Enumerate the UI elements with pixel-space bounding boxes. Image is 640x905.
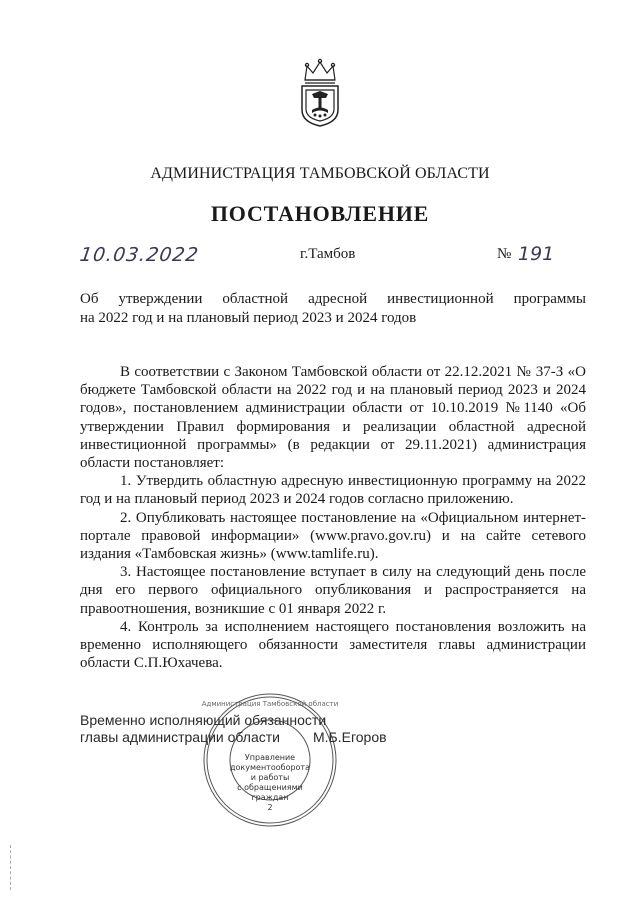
stamp-line: 2 (267, 803, 273, 812)
clause-4-paragraph: 4. Контроль за исполнением настоящего постановления возложить на временно исполняющего обязанности заместителя главы администрации области С.П.Юхачева. (80, 618, 586, 672)
document-number: 191 (518, 243, 555, 265)
stamp-line: и работы (250, 773, 290, 782)
subject-line-1: Об утверждении областной адресной инвестиционной программы (80, 291, 586, 307)
coat-of-arms-icon (297, 58, 343, 128)
stamp-line: Управление (244, 753, 296, 762)
document-city: г.Тамбов (300, 246, 356, 262)
svg-text:Администрация Тамбовской облас: Администрация Тамбовской области (201, 700, 339, 708)
stamp-line: документооборота (230, 763, 310, 772)
document-type-title: ПОСТАНОВЛЕНИЕ (210, 201, 430, 226)
signature-block (80, 712, 410, 746)
clause-3-paragraph: 3. Настоящее постановление вступает в силу на следующий день после дня его первого официального опубликования и распространяется на правоотношения, возникшие с 01 января 2022 г. (80, 564, 586, 617)
signatory-position-line-1: Временно исполняющий обязанности (80, 712, 327, 728)
preamble-paragraph: В соответствии с Законом Тамбовской области от 22.12.2021 № 37-З «О бюджете Тамбовской области на 2022 год и на плановый период 2023 и 2024 годов», постановлением администрации области от 10.10.2019 №1140 «Об утверждении Правил формирования и реализации областной адресной инвестиционной программы» (в редакции от 29.11.2021) администрация области постановляет: (80, 364, 586, 472)
document-date: 10.03.2022 (78, 244, 201, 266)
stamp-text (200, 753, 340, 813)
document-body (80, 363, 586, 672)
stamp-line: граждан (251, 793, 289, 802)
organization-title: АДМИНИСТРАЦИЯ ТАМБОВСКОЙ ОБЛАСТИ (150, 165, 490, 182)
document-subject (80, 290, 586, 328)
scan-margin-mark (10, 845, 12, 890)
signatory-name: М.Б.Егоров (313, 729, 387, 745)
clause-2-paragraph: 2. Опубликовать настоящее постановление на «Официальном интернет-портале правовой информации» (www.pravo.gov.ru) и на сайте сетевого издания «Тамбовская жизнь» (www.tamlife.ru). (80, 509, 586, 563)
subject-line-2: на 2022 год и на плановый период 2023 и 2024 годов (80, 310, 417, 326)
signatory-position-line-2: главы администрации области (80, 729, 280, 745)
stamp-line: с обращениями (237, 783, 303, 792)
document-number-label: № (497, 246, 512, 262)
clause-1-paragraph: 1. Утвердить областную адресную инвестиционную программу на 2022 год и на плановый период 2023 и 2024 годов согласно приложению. (80, 473, 586, 508)
